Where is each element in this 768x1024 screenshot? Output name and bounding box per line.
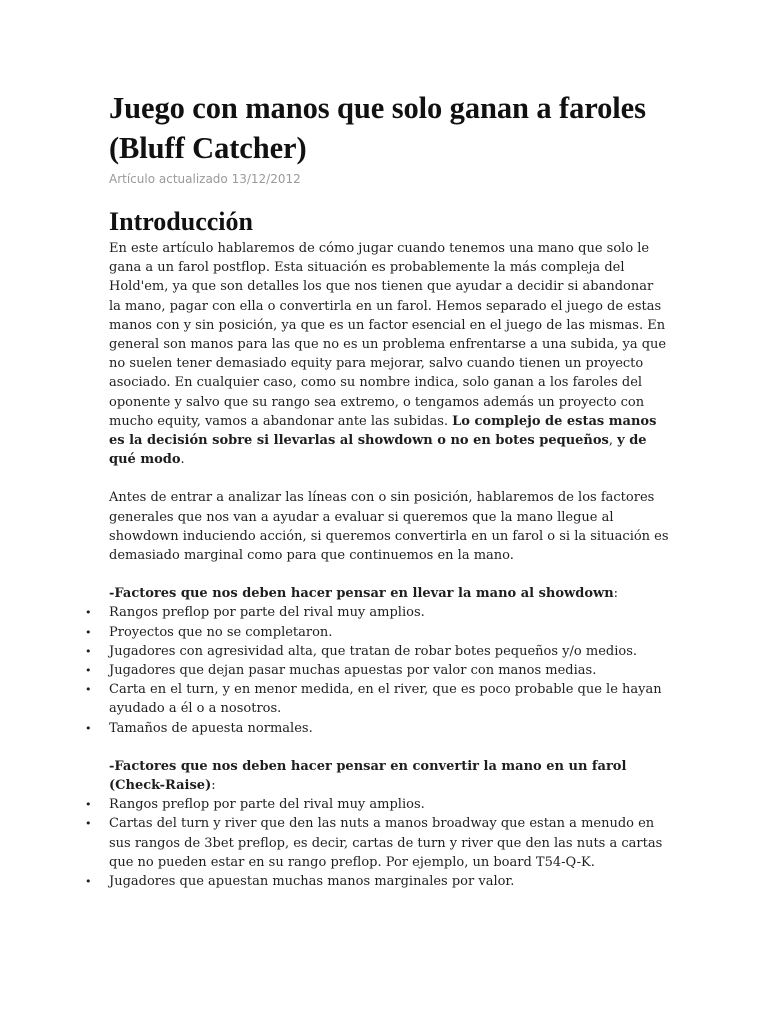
factors-showdown-heading <box>109 584 669 603</box>
intro-paragraph <box>109 239 669 469</box>
bullet-icon: • <box>85 625 92 639</box>
list-item-text: Rangos preflop por parte del rival muy amplios. <box>109 797 425 813</box>
list-item-text: Jugadores que dejan pasar muchas apuestas por valor con manos medias. <box>109 663 597 679</box>
list-item-text: Tamaños de apuesta normales. <box>109 720 313 736</box>
bullet-icon: • <box>85 664 92 678</box>
article-title: Juego con manos que solo ganan a faroles (Bluff Catcher) <box>109 91 646 165</box>
list-item-text: Carta en el turn, y en menor medida, en el river, que es poco probable que le hayan ayudado a él o a nosotros. <box>109 682 662 717</box>
bullet-icon: • <box>85 644 92 658</box>
factors-bluff-heading-text: -Factores que nos deben hacer pensar en convertir la mano en un farol (Check-Raise) <box>109 758 627 794</box>
article <box>85 88 669 891</box>
bullet-icon: • <box>85 683 92 697</box>
list-item-text: Rangos preflop por parte del rival muy amplios. <box>109 605 425 621</box>
list-item-text: Jugadores que apuestan muchas manos marginales por valor. <box>109 874 515 890</box>
intro-period: . <box>180 452 185 468</box>
factors-showdown-heading-text: -Factores que nos deben hacer pensar en llevar la mano al showdown <box>109 586 614 602</box>
factors-showdown-colon: : <box>613 586 619 602</box>
list-item <box>85 872 669 891</box>
list-item <box>85 795 669 814</box>
bullet-icon: • <box>85 721 92 735</box>
intro-text: En este artículo hablaremos de cómo jugar cuando tenemos una mano que solo le gana a un farol postflop. Esta situación es probablemente la más compleja del Hold'em, ya que son detalles los que nos tienen que ayudar a decidir si abandonar la mano, pagar con ella o convertirla en un farol. Hemos separado el juego de estas manos con y sin posición, ya que es un factor esencial en el juego de las mismas. En general son manos para las que no es un problema enfrentarse a una subida, ya que no suelen tener demasiado equity para mejorar, salvo cuando tienen un proyecto asociado. En cualquier caso, como su nombre indica, solo ganan a los faroles del oponente y salvo que su rango sea extremo, o tengamos además un proyecto con mucho equity, vamos a abandonar ante las subidas. <box>109 241 667 429</box>
factors-bluff-heading <box>109 757 669 795</box>
article-body <box>85 239 669 891</box>
section-heading-introduccion: Introducción <box>109 207 253 236</box>
intro-comma: , <box>608 433 613 449</box>
list-item <box>85 719 669 738</box>
list-item <box>85 814 669 872</box>
list-item <box>85 680 669 718</box>
list-item <box>85 603 669 622</box>
list-item-text: Proyectos que no se completaron. <box>109 624 333 640</box>
list-item <box>85 661 669 680</box>
updated-date: Artículo actualizado 13/12/2012 <box>109 172 301 186</box>
list-item <box>85 642 669 661</box>
bullet-icon: • <box>85 606 92 620</box>
bullet-icon: • <box>85 875 92 889</box>
bullet-icon: • <box>85 817 92 831</box>
bullet-icon: • <box>85 798 92 812</box>
factors-bluff-colon: : <box>211 778 216 794</box>
factors-bluff-list <box>85 795 669 891</box>
intro-bold-a: Lo complejo de estas manos es la decisión sobre si llevarlas al showdown o no en botes pequeños <box>109 413 657 449</box>
intro-bold-b: y de qué modo <box>109 433 647 468</box>
factors-showdown-list <box>85 603 669 737</box>
list-item <box>85 623 669 642</box>
second-paragraph: Antes de entrar a analizar las líneas con o sin posición, hablaremos de los factores generales que nos van a ayudar a evaluar si queremos que la mano llegue al showdown induciendo acción, si queremos convertirla en un farol o si la situación es demasiado marginal como para que continuemos en la mano. <box>109 490 669 564</box>
list-item-text: Cartas del turn y river que den las nuts a manos broadway que estan a menudo en sus rangos de 3bet preflop, es decir, cartas de turn y river que den las nuts a cartas que no pueden estar en su rango preflop. Por ejemplo, un board T54-Q-K. <box>109 816 663 870</box>
list-item-text: Jugadores con agresividad alta, que tratan de robar botes pequeños y/o medios. <box>109 643 637 659</box>
